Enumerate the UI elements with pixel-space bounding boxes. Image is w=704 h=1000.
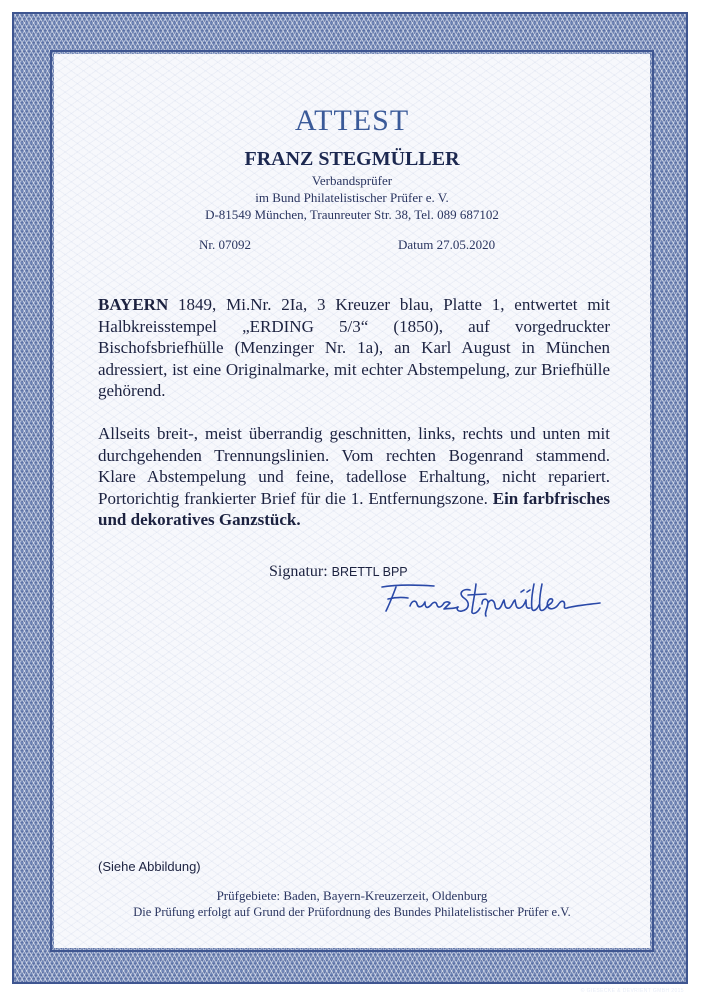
condition-paragraph bbox=[98, 423, 610, 531]
examiner-name: FRANZ STEGMÜLLER bbox=[244, 148, 460, 170]
examiner-address: D-81549 München, Traunreuter Str. 38, Tel. 089 687102 bbox=[205, 207, 499, 222]
examiner-association: im Bund Philatelistischer Prüfer e. V. bbox=[255, 190, 449, 205]
description-paragraph bbox=[98, 294, 610, 402]
condition-text: Allseits breit-, meist überrandig geschnitten, links, rechts und unten mit durchgehenden Trennungslinien. Vom rechten Bogenrand stammend. Klare Abstempelung und feine, tadellose Erhaltung, nicht repariert. Portorichtig frankierter Brief für die 1. Entfernungszone. bbox=[98, 424, 610, 508]
examination-rules-note: Die Prüfung erfolgt auf Grund der Prüfordnung des Bundes Philatelistischer Prüfer e.V. bbox=[133, 905, 571, 919]
number-value: 07092 bbox=[218, 237, 251, 252]
print-copyright: © GIESECKE & DEVRIENT GMBH 2015 bbox=[580, 988, 684, 994]
certificate-number bbox=[199, 237, 251, 253]
see-illustration-note: (Siehe Abbildung) bbox=[98, 859, 201, 874]
condition-emphasis: Ein farbfrisches und dekoratives Ganzstück. bbox=[98, 488, 610, 529]
date-label: Datum bbox=[398, 237, 434, 252]
country-lead: BAYERN bbox=[98, 295, 169, 314]
description-text: 1849, Mi.Nr. 2Ia, 3 Kreuzer blau, Platte 1, entwertet mit Halbkreisstempel „ERDING 5/3“ (1850), auf vorgedruckter Bischofsbriefhülle (Menzinger Nr. 1a), an Karl August in München adressiert, ist eine Originalmarke, mit echter Abstempelung, zur Briefhülle gehörend. bbox=[98, 295, 610, 400]
signatur-label: Signatur: bbox=[269, 563, 328, 580]
number-label: Nr. bbox=[199, 237, 216, 252]
examination-areas: Prüfgebiete: Baden, Bayern-Kreuzerzeit, Oldenburg bbox=[216, 888, 488, 903]
examiner-role: Verbandsprüfer bbox=[311, 173, 393, 188]
certificate-title: ATTEST bbox=[294, 104, 410, 137]
date-value: 27.05.2020 bbox=[436, 237, 496, 252]
certificate-date bbox=[398, 237, 495, 253]
handwritten-signature bbox=[374, 578, 604, 618]
certificate-sheet bbox=[54, 54, 650, 948]
signatur-value: BRETTL BPP bbox=[331, 565, 408, 579]
